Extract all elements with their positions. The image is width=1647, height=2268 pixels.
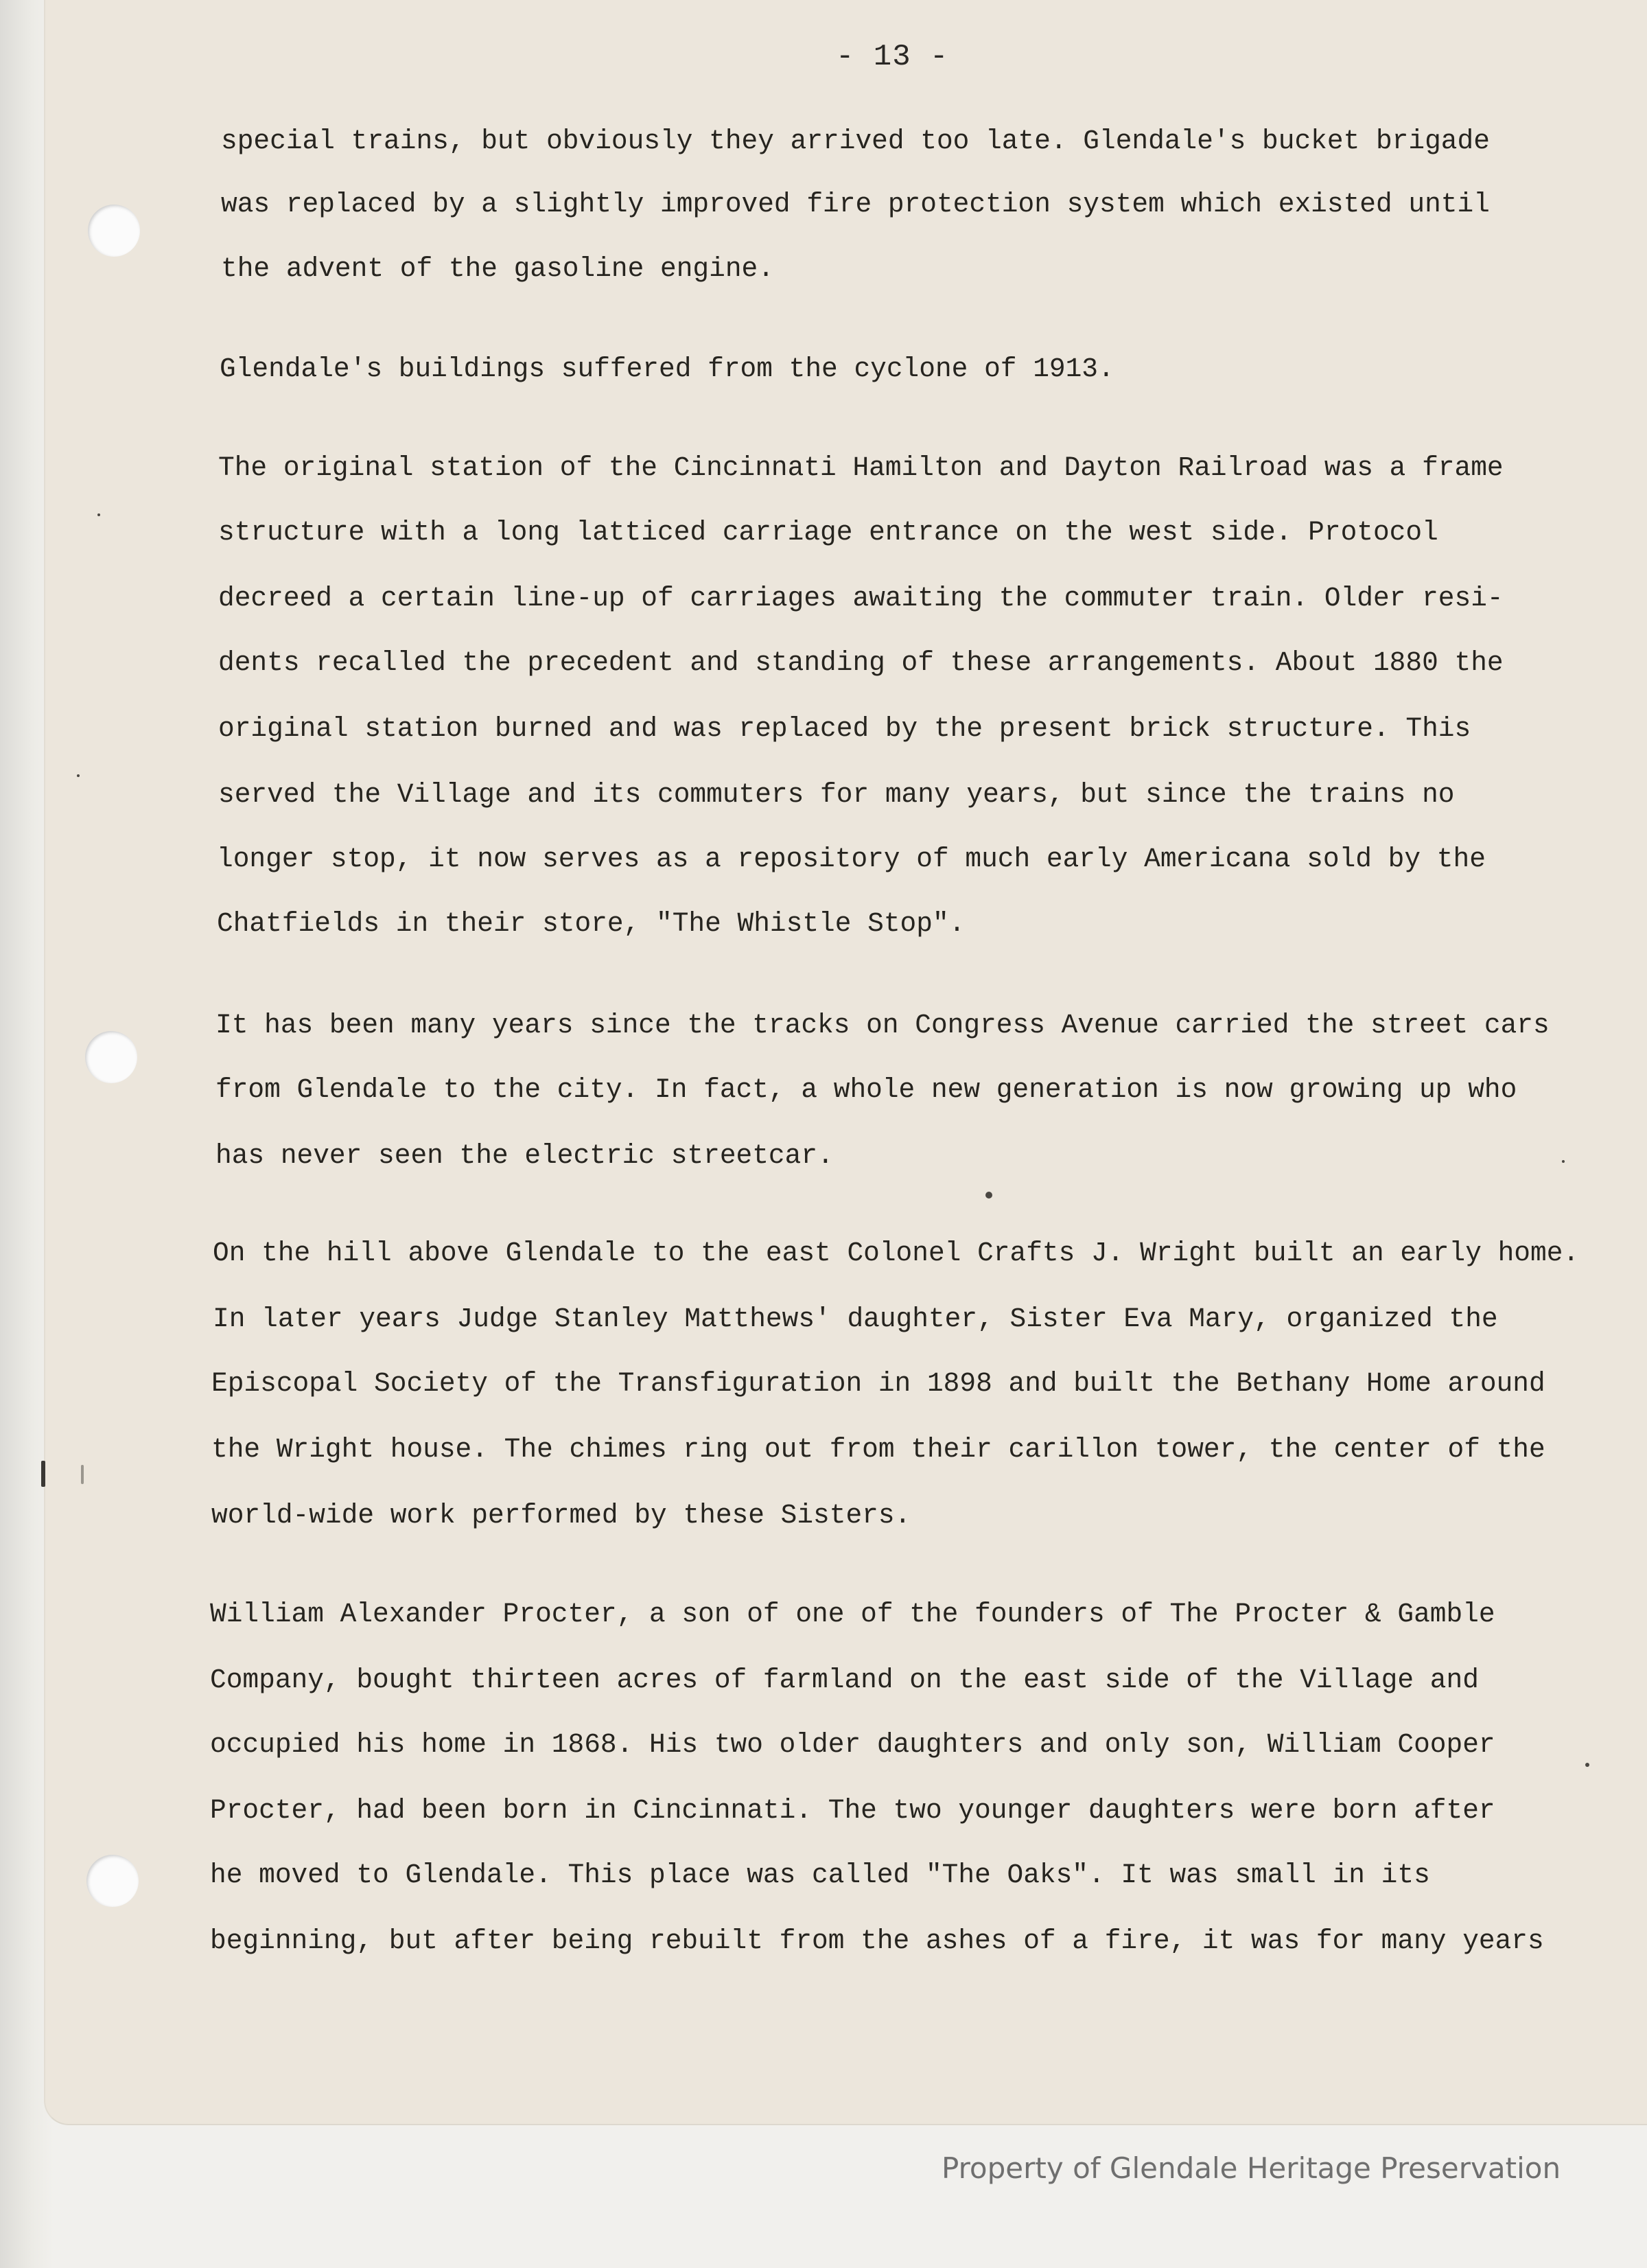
paper-speck	[77, 774, 80, 777]
text-line: structure with a long latticed carriage entrance on the west side. Protocol	[218, 517, 1438, 548]
text-line: It has been many years since the tracks on Congress Avenue carried the street cars	[215, 1010, 1550, 1041]
text-line: On the hill above Glendale to the east Colonel Crafts J. Wright built an early home.	[213, 1238, 1580, 1269]
text-line: In later years Judge Stanley Matthews' daughter, Sister Eva Mary, organized the	[213, 1304, 1498, 1334]
text-line: original station burned and was replaced by the present brick structure. This	[218, 713, 1471, 744]
text-line: occupied his home in 1868. His two older daughters and only son, William Cooper	[210, 1729, 1495, 1760]
text-line: Chatfields in their store, "The Whistle Stop".	[217, 908, 966, 939]
binder-mark	[41, 1461, 45, 1487]
text-line: the advent of the gasoline engine.	[221, 253, 774, 284]
text-line: served the Village and its commuters for many years, but since the trains no	[218, 779, 1455, 810]
paper-speck	[985, 1192, 992, 1199]
text-line: longer stop, it now serves as a repository of much early Americana sold by the	[217, 844, 1486, 875]
punch-hole	[88, 205, 140, 257]
paper-speck	[1585, 1763, 1589, 1767]
text-line: he moved to Glendale. This place was called "The Oaks". It was small in its	[210, 1860, 1430, 1890]
text-line: Episcopal Society of the Transfiguration in 1898 and built the Bethany Home around	[211, 1368, 1545, 1399]
punch-hole	[86, 1855, 139, 1907]
text-line: beginning, but after being rebuilt from the ashes of a fire, it was for many years	[210, 1925, 1544, 1956]
page-number: - 13 -	[836, 40, 949, 74]
binder-mark	[81, 1465, 84, 1484]
text-line: was replaced by a slightly improved fire protection system which existed until	[221, 189, 1490, 220]
watermark-caption: Property of Glendale Heritage Preservation	[942, 2151, 1561, 2185]
text-line: William Alexander Procter, a son of one of the founders of The Procter & Gamble	[210, 1599, 1495, 1630]
text-line: the Wright house. The chimes ring out from their carillon tower, the center of the	[211, 1434, 1545, 1465]
text-line: special trains, but obviously they arrived too late. Glendale's bucket brigade	[221, 126, 1490, 157]
punch-hole	[85, 1031, 137, 1083]
paper-speck	[1562, 1160, 1565, 1163]
paper-speck	[97, 513, 100, 516]
text-line: decreed a certain line-up of carriages awaiting the commuter train. Older resi-	[218, 583, 1504, 614]
text-line: Company, bought thirteen acres of farmland on the east side of the Village and	[210, 1665, 1479, 1696]
text-line: Glendale's buildings suffered from the cyclone of 1913.	[220, 354, 1114, 384]
text-line: has never seen the electric streetcar.	[215, 1140, 834, 1171]
text-line: Procter, had been born in Cincinnati. The two younger daughters were born after	[210, 1795, 1495, 1826]
text-line: The original station of the Cincinnati Hamilton and Dayton Railroad was a frame	[218, 452, 1504, 483]
text-line: dents recalled the precedent and standing of these arrangements. About 1880 the	[218, 647, 1504, 678]
text-line: from Glendale to the city. In fact, a whole new generation is now growing up who	[215, 1074, 1517, 1105]
text-line: world-wide work performed by these Sisters.	[211, 1500, 911, 1531]
